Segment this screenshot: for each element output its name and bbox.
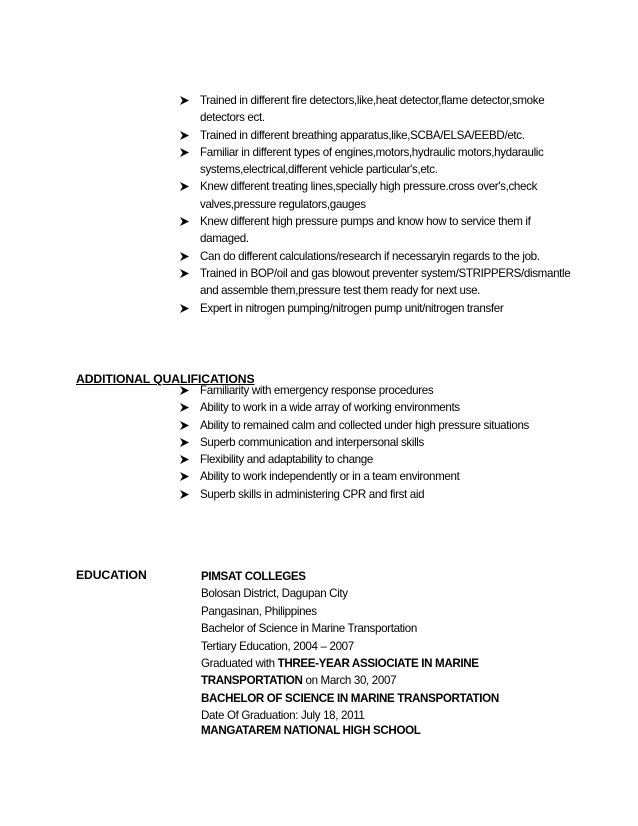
bullet-text: Knew different high pressure pumps and know how to service them if damaged. — [200, 215, 531, 246]
course-name: Bachelor of Science in Marine Transportation — [201, 622, 417, 636]
bullet-text: Flexibility and adaptability to change — [200, 453, 373, 467]
arrow-bullet-icon — [180, 217, 189, 226]
arrow-bullet-icon — [180, 131, 189, 140]
arrow-bullet-icon — [180, 455, 189, 464]
arrow-bullet-icon — [180, 148, 189, 157]
list-item — [180, 451, 580, 468]
arrow-bullet-icon — [180, 96, 189, 105]
bullet-text: Trained in different fire detectors,like,heat detector,flame detector,smoke detectors ect. — [200, 94, 545, 125]
arrow-bullet-icon — [180, 386, 189, 395]
list-item — [180, 92, 580, 127]
tertiary-education-years: Tertiary Education, 2004 – 2007 — [201, 639, 354, 653]
list-item — [180, 144, 580, 179]
arrow-bullet-icon — [180, 438, 189, 447]
bullet-text: Trained in different breathing apparatus,like,SCBA/ELSA/EEBD/etc. — [200, 128, 525, 142]
bullet-text: Superb skills in administering CPR and first aid — [200, 487, 425, 501]
bachelor-degree: BACHELOR OF SCIENCE IN MARINE TRANSPORTATION — [201, 691, 499, 705]
education-entry-high-school — [201, 722, 581, 739]
list-item — [180, 300, 580, 317]
school-address-line1: Bolosan District, Dagupan City — [201, 587, 348, 601]
arrow-bullet-icon — [180, 490, 189, 499]
list-item — [180, 399, 580, 416]
education-heading: EDUCATION — [76, 568, 147, 582]
graduation-statement — [201, 655, 581, 690]
bullet-text: Familiar in different types of engines,motors,hydraulic motors,hydaraulic systems,electrical,different vehicle particular's,etc. — [200, 145, 544, 177]
list-item — [180, 468, 580, 485]
arrow-bullet-icon — [180, 472, 189, 481]
bullet-text: Ability to work in a wide array of working environments — [200, 401, 460, 415]
bullet-text: Familiarity with emergency response procedures — [200, 384, 434, 397]
list-item — [180, 248, 580, 265]
graduated-prefix: Graduated with — [201, 657, 278, 671]
bullet-text: Knew different treating lines,specially high pressure.cross over's,check valves,pressure regulators,gauges — [200, 180, 538, 211]
list-item — [180, 434, 580, 451]
bullet-text: Trained in BOP/oil and gas blowout preventer system/STRIPPERS/dismantle and assemble them,pressure test them ready for next use. — [200, 266, 571, 298]
graduated-date: on March 30, 2007 — [302, 674, 397, 688]
list-item — [180, 127, 580, 144]
arrow-bullet-icon — [180, 421, 189, 430]
bullet-text: Superb communication and interpersonal skills — [200, 435, 424, 449]
qualifications-bullet-list — [180, 382, 580, 503]
date-of-graduation: Date Of Graduation: July 18, 2011 — [201, 709, 365, 723]
list-item — [180, 178, 580, 213]
additional-qualifications-heading: ADDITIONAL QUALIFICATIONS — [76, 372, 255, 386]
arrow-bullet-icon — [180, 304, 189, 313]
arrow-bullet-icon — [180, 269, 189, 278]
list-item — [180, 382, 580, 399]
bullet-text: Ability to work independently or in a team environment — [200, 470, 460, 484]
bullet-text: Expert in nitrogen pumping/nitrogen pump unit/nitrogen transfer — [200, 301, 504, 315]
list-item — [180, 213, 580, 248]
arrow-bullet-icon — [180, 403, 189, 412]
list-item — [180, 486, 580, 503]
arrow-bullet-icon — [180, 252, 189, 261]
arrow-bullet-icon — [180, 182, 189, 191]
skills-bullet-list — [180, 92, 580, 317]
education-entry-pimsat — [201, 568, 581, 725]
list-item — [180, 417, 580, 434]
list-item — [180, 265, 580, 300]
bullet-text: Ability to remained calm and collected under high pressure situations — [200, 418, 530, 432]
bullet-text: Can do different calculations/research if necessaryin regards to the job. — [200, 249, 540, 263]
graduated-degree: THREE-YEAR ASSIOCIATE IN MARINE TRANSPORTATION — [201, 657, 479, 688]
school-name: MANGATAREM NATIONAL HIGH SCHOOL — [201, 724, 421, 737]
school-name: PIMSAT COLLEGES — [201, 570, 306, 583]
school-address-line2: Pangasinan, Philippines — [201, 604, 317, 618]
